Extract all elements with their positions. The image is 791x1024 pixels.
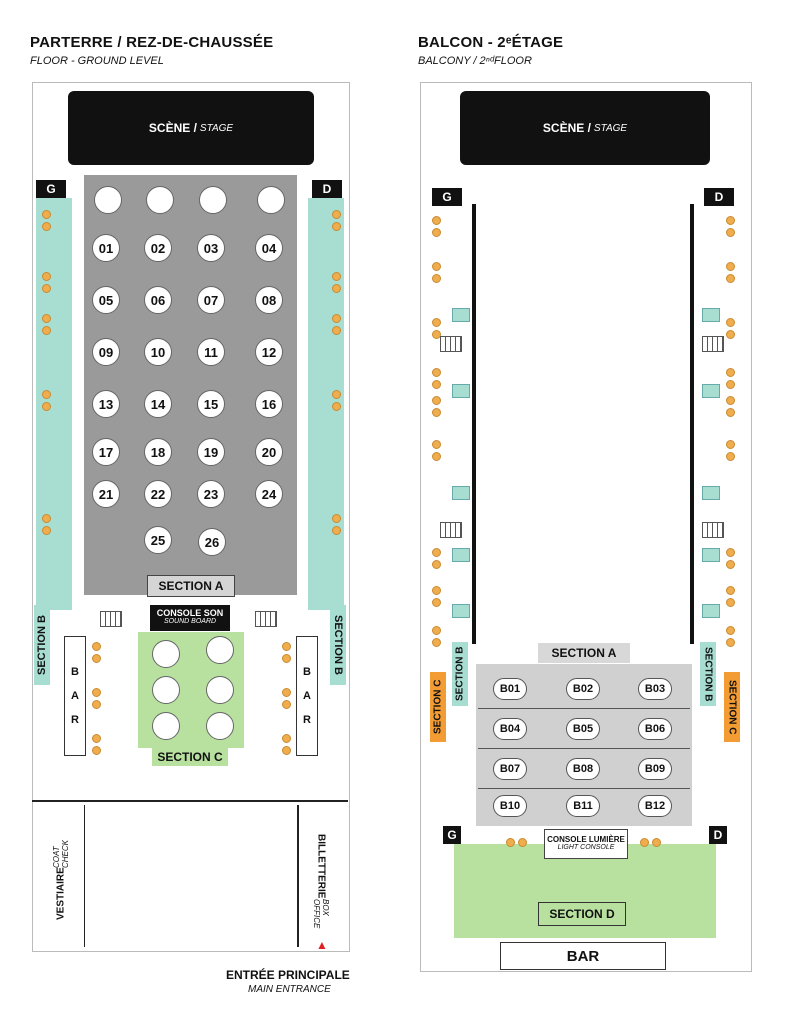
railing-seat xyxy=(452,486,470,500)
bar-left-label: B A R xyxy=(69,666,81,726)
table-B02: B02 xyxy=(566,678,600,700)
table-B01: B01 xyxy=(493,678,527,700)
stool xyxy=(432,586,441,595)
table-B11: B11 xyxy=(566,795,600,817)
coat-check-label-en: COAT CHECK xyxy=(52,839,70,868)
stool xyxy=(42,526,51,535)
table-23: 23 xyxy=(197,480,225,508)
box-office-label-en: BOX OFFICE xyxy=(312,898,330,928)
stool xyxy=(92,654,101,663)
stool xyxy=(726,396,735,405)
stool xyxy=(42,222,51,231)
row-divider xyxy=(478,788,690,789)
table-09: 09 xyxy=(92,338,120,366)
stool xyxy=(652,838,661,847)
balcony-section-c-left: SECTION C xyxy=(430,672,446,742)
stool xyxy=(506,838,515,847)
table-unnumbered xyxy=(257,186,285,214)
bar-left xyxy=(64,636,86,756)
entrance-arrow-icon: ▲ xyxy=(316,938,328,952)
table-11: 11 xyxy=(197,338,225,366)
lobby xyxy=(84,805,299,947)
table-03: 03 xyxy=(197,234,225,262)
stool xyxy=(432,216,441,225)
stool xyxy=(282,734,291,743)
stool xyxy=(282,700,291,709)
balcony-title: BALCON - 2ᵉÉTAGE xyxy=(418,34,564,51)
stool xyxy=(332,284,341,293)
row-divider xyxy=(478,708,690,709)
table-10: 10 xyxy=(144,338,172,366)
table-19: 19 xyxy=(197,438,225,466)
stool xyxy=(332,272,341,281)
stool xyxy=(42,402,51,411)
table-24: 24 xyxy=(255,480,283,508)
section-c-table xyxy=(152,712,180,740)
stool xyxy=(432,228,441,237)
wall-line xyxy=(32,800,348,802)
stool xyxy=(726,228,735,237)
bench xyxy=(440,336,462,352)
balcony-section-b-left: SECTION B xyxy=(452,642,468,706)
stool xyxy=(726,586,735,595)
stool xyxy=(92,700,101,709)
table-B06: B06 xyxy=(638,718,672,740)
table-21: 21 xyxy=(92,480,120,508)
stool xyxy=(726,318,735,327)
table-B12: B12 xyxy=(638,795,672,817)
floor-title: PARTERRE / REZ-DE-CHAUSSÉE xyxy=(30,34,274,51)
section-d-d-badge: D xyxy=(709,826,727,844)
balcony-section-c-right: SECTION C xyxy=(724,672,740,742)
section-c-table xyxy=(152,676,180,704)
stool xyxy=(726,262,735,271)
stool xyxy=(726,548,735,557)
table-12: 12 xyxy=(255,338,283,366)
main-entrance-label: ENTRÉE PRINCIPALE xyxy=(226,968,350,982)
balcony-g-badge: G xyxy=(432,188,462,206)
railing-seat xyxy=(702,548,720,562)
railing-seat xyxy=(702,486,720,500)
table-15: 15 xyxy=(197,390,225,418)
stool xyxy=(432,274,441,283)
stool xyxy=(726,452,735,461)
section-b-label-right: SECTION B xyxy=(330,605,346,685)
bar-right xyxy=(296,636,318,756)
stool xyxy=(726,626,735,635)
stool xyxy=(282,746,291,755)
stool xyxy=(332,514,341,523)
stool xyxy=(332,526,341,535)
stool xyxy=(432,440,441,449)
balcony-d-badge: D xyxy=(704,188,734,206)
stool xyxy=(640,838,649,847)
table-B04: B04 xyxy=(493,718,527,740)
side-g-badge: G xyxy=(36,180,66,198)
stool xyxy=(432,396,441,405)
table-16: 16 xyxy=(255,390,283,418)
stool xyxy=(726,380,735,389)
stool xyxy=(726,560,735,569)
sound-board-label-en: SOUND BOARD xyxy=(163,618,217,625)
balcony-stage-label-en: STAGE xyxy=(593,122,628,134)
section-c-table xyxy=(152,640,180,668)
stool xyxy=(332,222,341,231)
stage-label: SCÈNE / xyxy=(148,121,197,135)
table-13: 13 xyxy=(92,390,120,418)
table-B03: B03 xyxy=(638,678,672,700)
stool xyxy=(282,654,291,663)
table-18: 18 xyxy=(144,438,172,466)
table-B05: B05 xyxy=(566,718,600,740)
table-14: 14 xyxy=(144,390,172,418)
stool xyxy=(332,326,341,335)
table-unnumbered xyxy=(146,186,174,214)
railing-seat xyxy=(702,308,720,322)
stool xyxy=(332,402,341,411)
railing-seat xyxy=(452,548,470,562)
stool xyxy=(518,838,527,847)
balcony-stage xyxy=(460,91,710,165)
light-console-label-en: LIGHT CONSOLE xyxy=(557,844,615,851)
stool xyxy=(432,548,441,557)
stool xyxy=(42,284,51,293)
bench xyxy=(702,522,724,538)
side-d-badge: D xyxy=(312,180,342,198)
table-B07: B07 xyxy=(493,758,527,780)
row-divider xyxy=(478,748,690,749)
box-office-label: BILLETTERIE xyxy=(315,834,327,899)
section-c-table xyxy=(206,676,234,704)
stool xyxy=(92,746,101,755)
stool xyxy=(42,514,51,523)
stool xyxy=(92,688,101,697)
stool xyxy=(726,598,735,607)
stool xyxy=(42,272,51,281)
box-office xyxy=(306,836,336,926)
table-01: 01 xyxy=(92,234,120,262)
table-B10: B10 xyxy=(493,795,527,817)
section-d-label: SECTION D xyxy=(538,902,626,926)
railing-seat xyxy=(452,308,470,322)
stool xyxy=(432,598,441,607)
section-d-g-badge: G xyxy=(443,826,461,844)
table-17: 17 xyxy=(92,438,120,466)
stairs-right xyxy=(255,611,277,627)
stool xyxy=(282,688,291,697)
table-25: 25 xyxy=(144,526,172,554)
table-02: 02 xyxy=(144,234,172,262)
stool xyxy=(726,368,735,377)
stool xyxy=(42,314,51,323)
balcony-section-b-right: SECTION B xyxy=(700,642,716,706)
light-console xyxy=(544,829,628,859)
railing-seat xyxy=(702,604,720,618)
table-unnumbered xyxy=(199,186,227,214)
bar-right-label: B A R xyxy=(301,666,313,726)
railing-seat xyxy=(452,604,470,618)
main-entrance-label-en: MAIN ENTRANCE xyxy=(248,984,331,995)
balcony-section-a-label: SECTION A xyxy=(538,643,630,663)
stool xyxy=(92,642,101,651)
stool xyxy=(42,326,51,335)
railing-seat xyxy=(702,384,720,398)
table-05: 05 xyxy=(92,286,120,314)
floor-subtitle: FLOOR - GROUND LEVEL xyxy=(30,55,164,67)
section-b-label-left: SECTION B xyxy=(34,605,50,685)
table-B09: B09 xyxy=(638,758,672,780)
light-console-label: CONSOLE LUMIÈRE xyxy=(547,835,625,844)
stool xyxy=(726,408,735,417)
section-c-label: SECTION C xyxy=(152,748,228,766)
stool xyxy=(726,274,735,283)
stool xyxy=(282,642,291,651)
sound-board xyxy=(150,605,230,631)
stool xyxy=(726,638,735,647)
rail-left xyxy=(472,204,476,644)
table-B08: B08 xyxy=(566,758,600,780)
table-unnumbered xyxy=(94,186,122,214)
stool xyxy=(726,440,735,449)
bench xyxy=(440,522,462,538)
stool xyxy=(432,380,441,389)
section-a-label: SECTION A xyxy=(147,575,235,597)
stage xyxy=(68,91,314,165)
stool xyxy=(332,390,341,399)
stool xyxy=(432,560,441,569)
section-c-table xyxy=(206,712,234,740)
rail-right xyxy=(690,204,694,644)
stool xyxy=(432,318,441,327)
balcony-bar: BAR xyxy=(500,942,666,970)
stool xyxy=(92,734,101,743)
table-07: 07 xyxy=(197,286,225,314)
stool xyxy=(42,210,51,219)
railing-seat xyxy=(452,384,470,398)
stool xyxy=(42,390,51,399)
balcony-stage-label: SCÈNE / xyxy=(542,121,591,135)
table-04: 04 xyxy=(255,234,283,262)
stool xyxy=(726,216,735,225)
table-08: 08 xyxy=(255,286,283,314)
stool xyxy=(332,210,341,219)
stage-label-en: STAGE xyxy=(199,122,234,134)
bench xyxy=(702,336,724,352)
stool xyxy=(432,262,441,271)
stool xyxy=(432,452,441,461)
table-20: 20 xyxy=(255,438,283,466)
stool xyxy=(432,368,441,377)
table-26: 26 xyxy=(198,528,226,556)
section-c-table xyxy=(206,636,234,664)
stool xyxy=(432,408,441,417)
table-22: 22 xyxy=(144,480,172,508)
stool xyxy=(332,314,341,323)
stool xyxy=(432,638,441,647)
table-06: 06 xyxy=(144,286,172,314)
coat-check xyxy=(46,840,76,920)
sound-board-label: CONSOLE SON xyxy=(156,608,224,618)
coat-check-label: VESTIAIRE xyxy=(55,867,67,921)
stool xyxy=(432,626,441,635)
stool xyxy=(726,330,735,339)
stairs-left xyxy=(100,611,122,627)
balcony-subtitle: BALCONY / 2ⁿᵈFLOOR xyxy=(418,55,532,67)
